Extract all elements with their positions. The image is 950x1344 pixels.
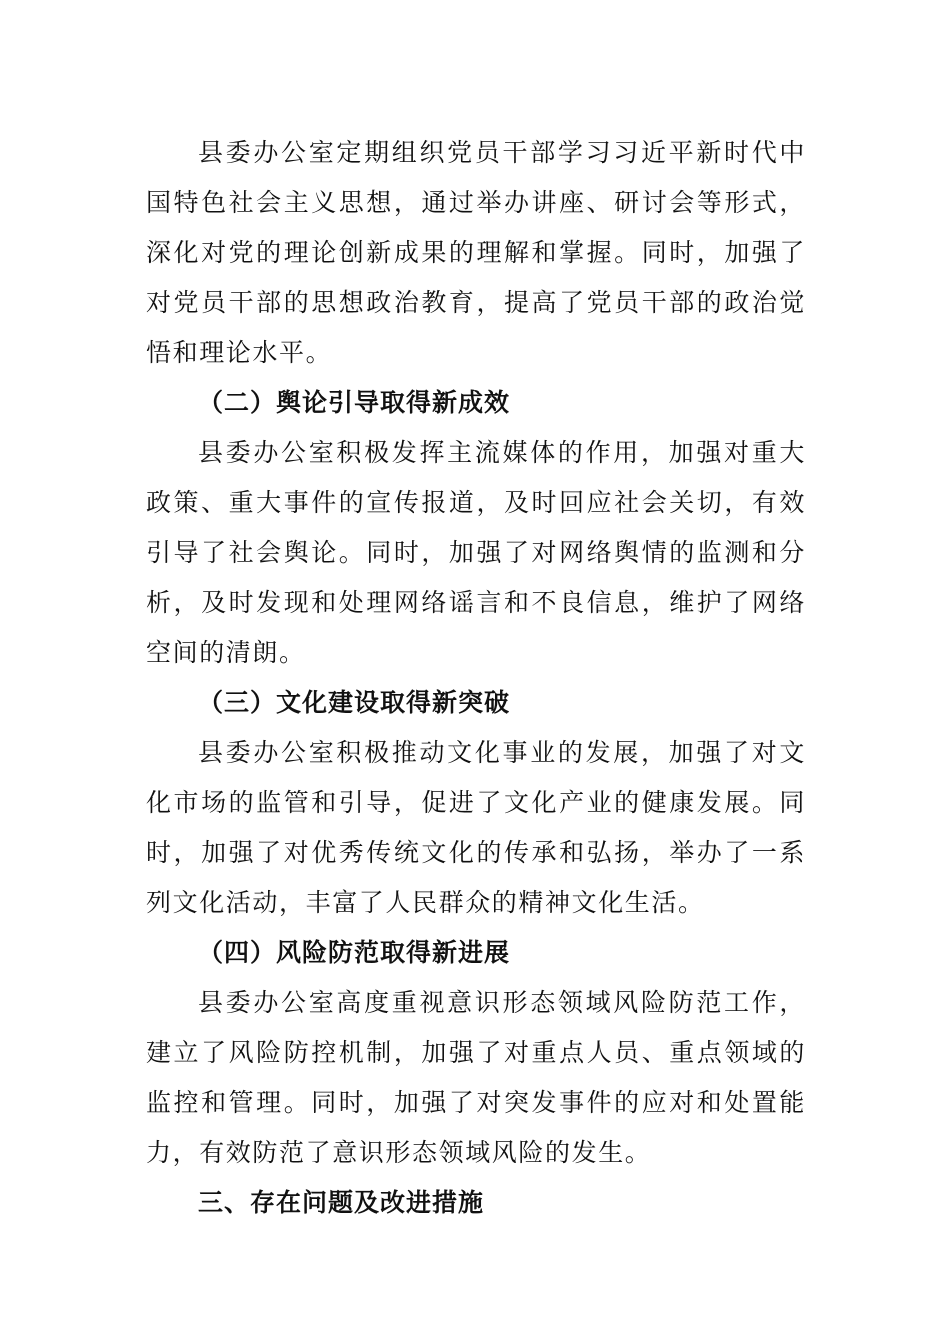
section-heading-risk-prevention: （四）风险防范取得新进展: [198, 938, 511, 967]
paragraph-culture: 县委办公室积极推动文化事业的发展，加强了对文化市场的监管和引导，促进了文化产业的健康发展。同时，加强了对优秀传统文化的传承和弘扬，举办了一系列文化活动，丰富了人民群众的精神文化生活。: [146, 738, 806, 917]
paragraph-theory-study: 县委办公室定期组织党员干部学习习近平新时代中国特色社会主义思想，通过举办讲座、研讨会等形式，深化对党的理论创新成果的理解和掌握。同时，加强了对党员干部的思想政治教育，提高了党员干部的政治觉悟和理论水平。: [146, 138, 806, 367]
section-heading-public-opinion: （二）舆论引导取得新成效: [198, 388, 511, 417]
document-body: [146, 128, 806, 1228]
section-heading-problems: 三、存在问题及改进措施: [198, 1188, 485, 1217]
paragraph-risk-prevention: 县委办公室高度重视意识形态领域风险防范工作，建立了风险防控机制，加强了对重点人员、重点领域的监控和管理。同时，加强了对突发事件的应对和处置能力，有效防范了意识形态领域风险的发生。: [146, 988, 806, 1167]
section-heading-culture: （三）文化建设取得新突破: [198, 688, 511, 717]
paragraph-public-opinion: 县委办公室积极发挥主流媒体的作用，加强对重大政策、重大事件的宣传报道，及时回应社会关切，有效引导了社会舆论。同时，加强了对网络舆情的监测和分析，及时发现和处理网络谣言和不良信息，维护了网络空间的清朗。: [146, 438, 806, 667]
